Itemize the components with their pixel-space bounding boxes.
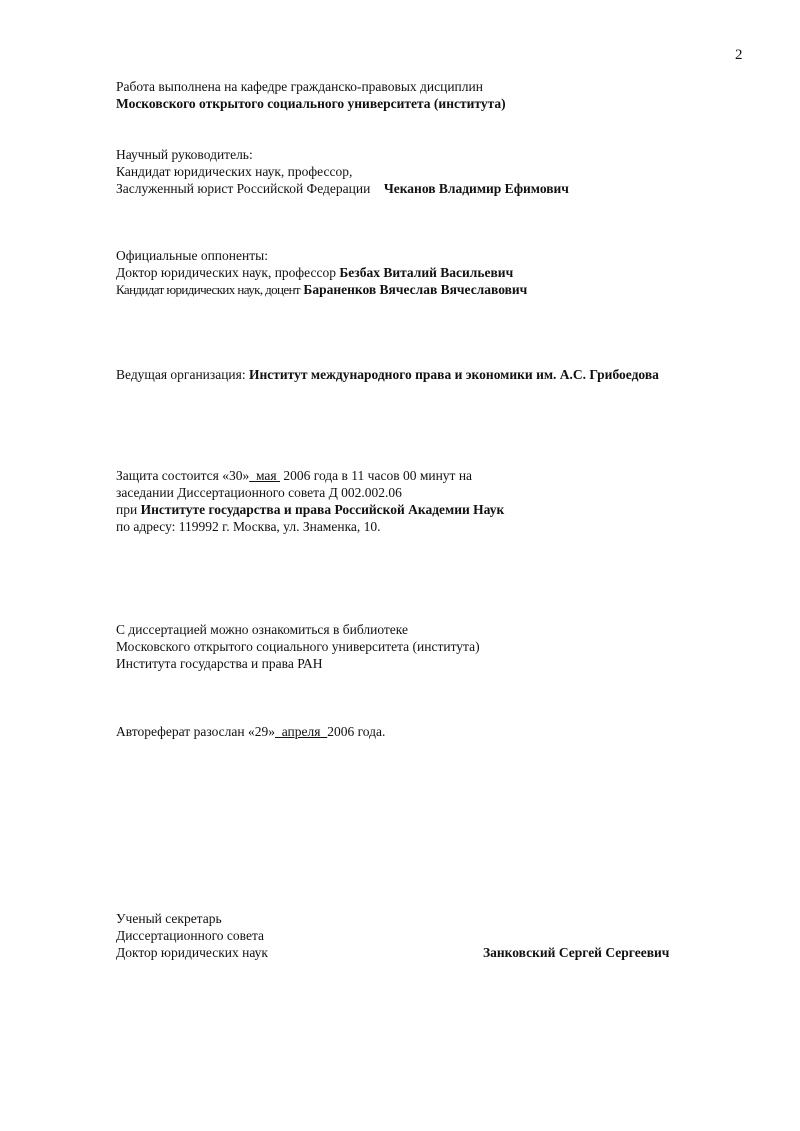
dispatch-rest: 2006 года. bbox=[327, 724, 386, 739]
supervisor-title: Заслуженный юрист Российской Федерации bbox=[116, 181, 371, 196]
opponents-block bbox=[116, 247, 527, 298]
supervisor-heading: Научный руководитель: bbox=[116, 147, 253, 162]
secretary-line-1: Ученый секретарь bbox=[116, 911, 222, 926]
institution-line-2: Московского открытого социального университета (института) bbox=[116, 96, 506, 111]
library-line-1: С диссертацией можно ознакомиться в библиотеке bbox=[116, 622, 408, 637]
defense-block bbox=[116, 467, 504, 535]
opponent-2-name: Бараненков Вячеслав Вячеславович bbox=[303, 282, 528, 297]
institution-line-1: Работа выполнена на кафедре гражданско-правовых дисциплин bbox=[116, 79, 483, 94]
defense-month: мая bbox=[255, 468, 277, 483]
defense-address: по адресу: 119992 г. Москва, ул. Знаменка, 10. bbox=[116, 519, 381, 534]
leading-org-label: Ведущая организация: bbox=[116, 367, 246, 382]
leading-org-name: Институт международного права и экономики им. А.С. Грибоедова bbox=[249, 367, 659, 382]
defense-date-rest: 2006 года в 11 часов 00 минут на bbox=[283, 468, 473, 483]
secretary-name: Занковский Сергей Сергеевич bbox=[483, 945, 670, 960]
library-line-3: Института государства и права РАН bbox=[116, 656, 323, 671]
defense-council: заседании Диссертационного совета Д 002.002.06 bbox=[116, 485, 402, 500]
library-block bbox=[116, 621, 480, 672]
defense-date-prefix: Защита состоится «30» bbox=[116, 468, 250, 483]
defense-institute: Институте государства и права Российской Академии Наук bbox=[140, 502, 505, 517]
institution-block bbox=[116, 78, 506, 112]
page-number: 2 bbox=[735, 47, 743, 63]
dispatch-prefix: Автореферат разослан «29» bbox=[116, 724, 275, 739]
defense-at: при bbox=[116, 502, 138, 517]
dispatch-block bbox=[116, 723, 385, 740]
leading-org-block bbox=[116, 366, 659, 383]
opponents-heading: Официальные оппоненты: bbox=[116, 248, 268, 263]
supervisor-block bbox=[116, 146, 569, 197]
dispatch-month: апреля bbox=[281, 724, 321, 739]
supervisor-degree: Кандидат юридических наук, профессор, bbox=[116, 164, 353, 179]
opponent-1-degree: Доктор юридических наук, профессор bbox=[116, 265, 336, 280]
secretary-line-2: Диссертационного совета bbox=[116, 928, 265, 943]
opponent-2-degree: Кандидат юридических наук, доцент bbox=[116, 282, 301, 297]
secretary-line-3: Доктор юридических наук bbox=[116, 945, 268, 960]
library-line-2: Московского открытого социального университета (института) bbox=[116, 639, 480, 654]
opponent-1-name: Безбах Виталий Васильевич bbox=[339, 265, 514, 280]
secretary-block bbox=[116, 910, 268, 961]
supervisor-name: Чеканов Владимир Ефимович bbox=[383, 181, 569, 196]
